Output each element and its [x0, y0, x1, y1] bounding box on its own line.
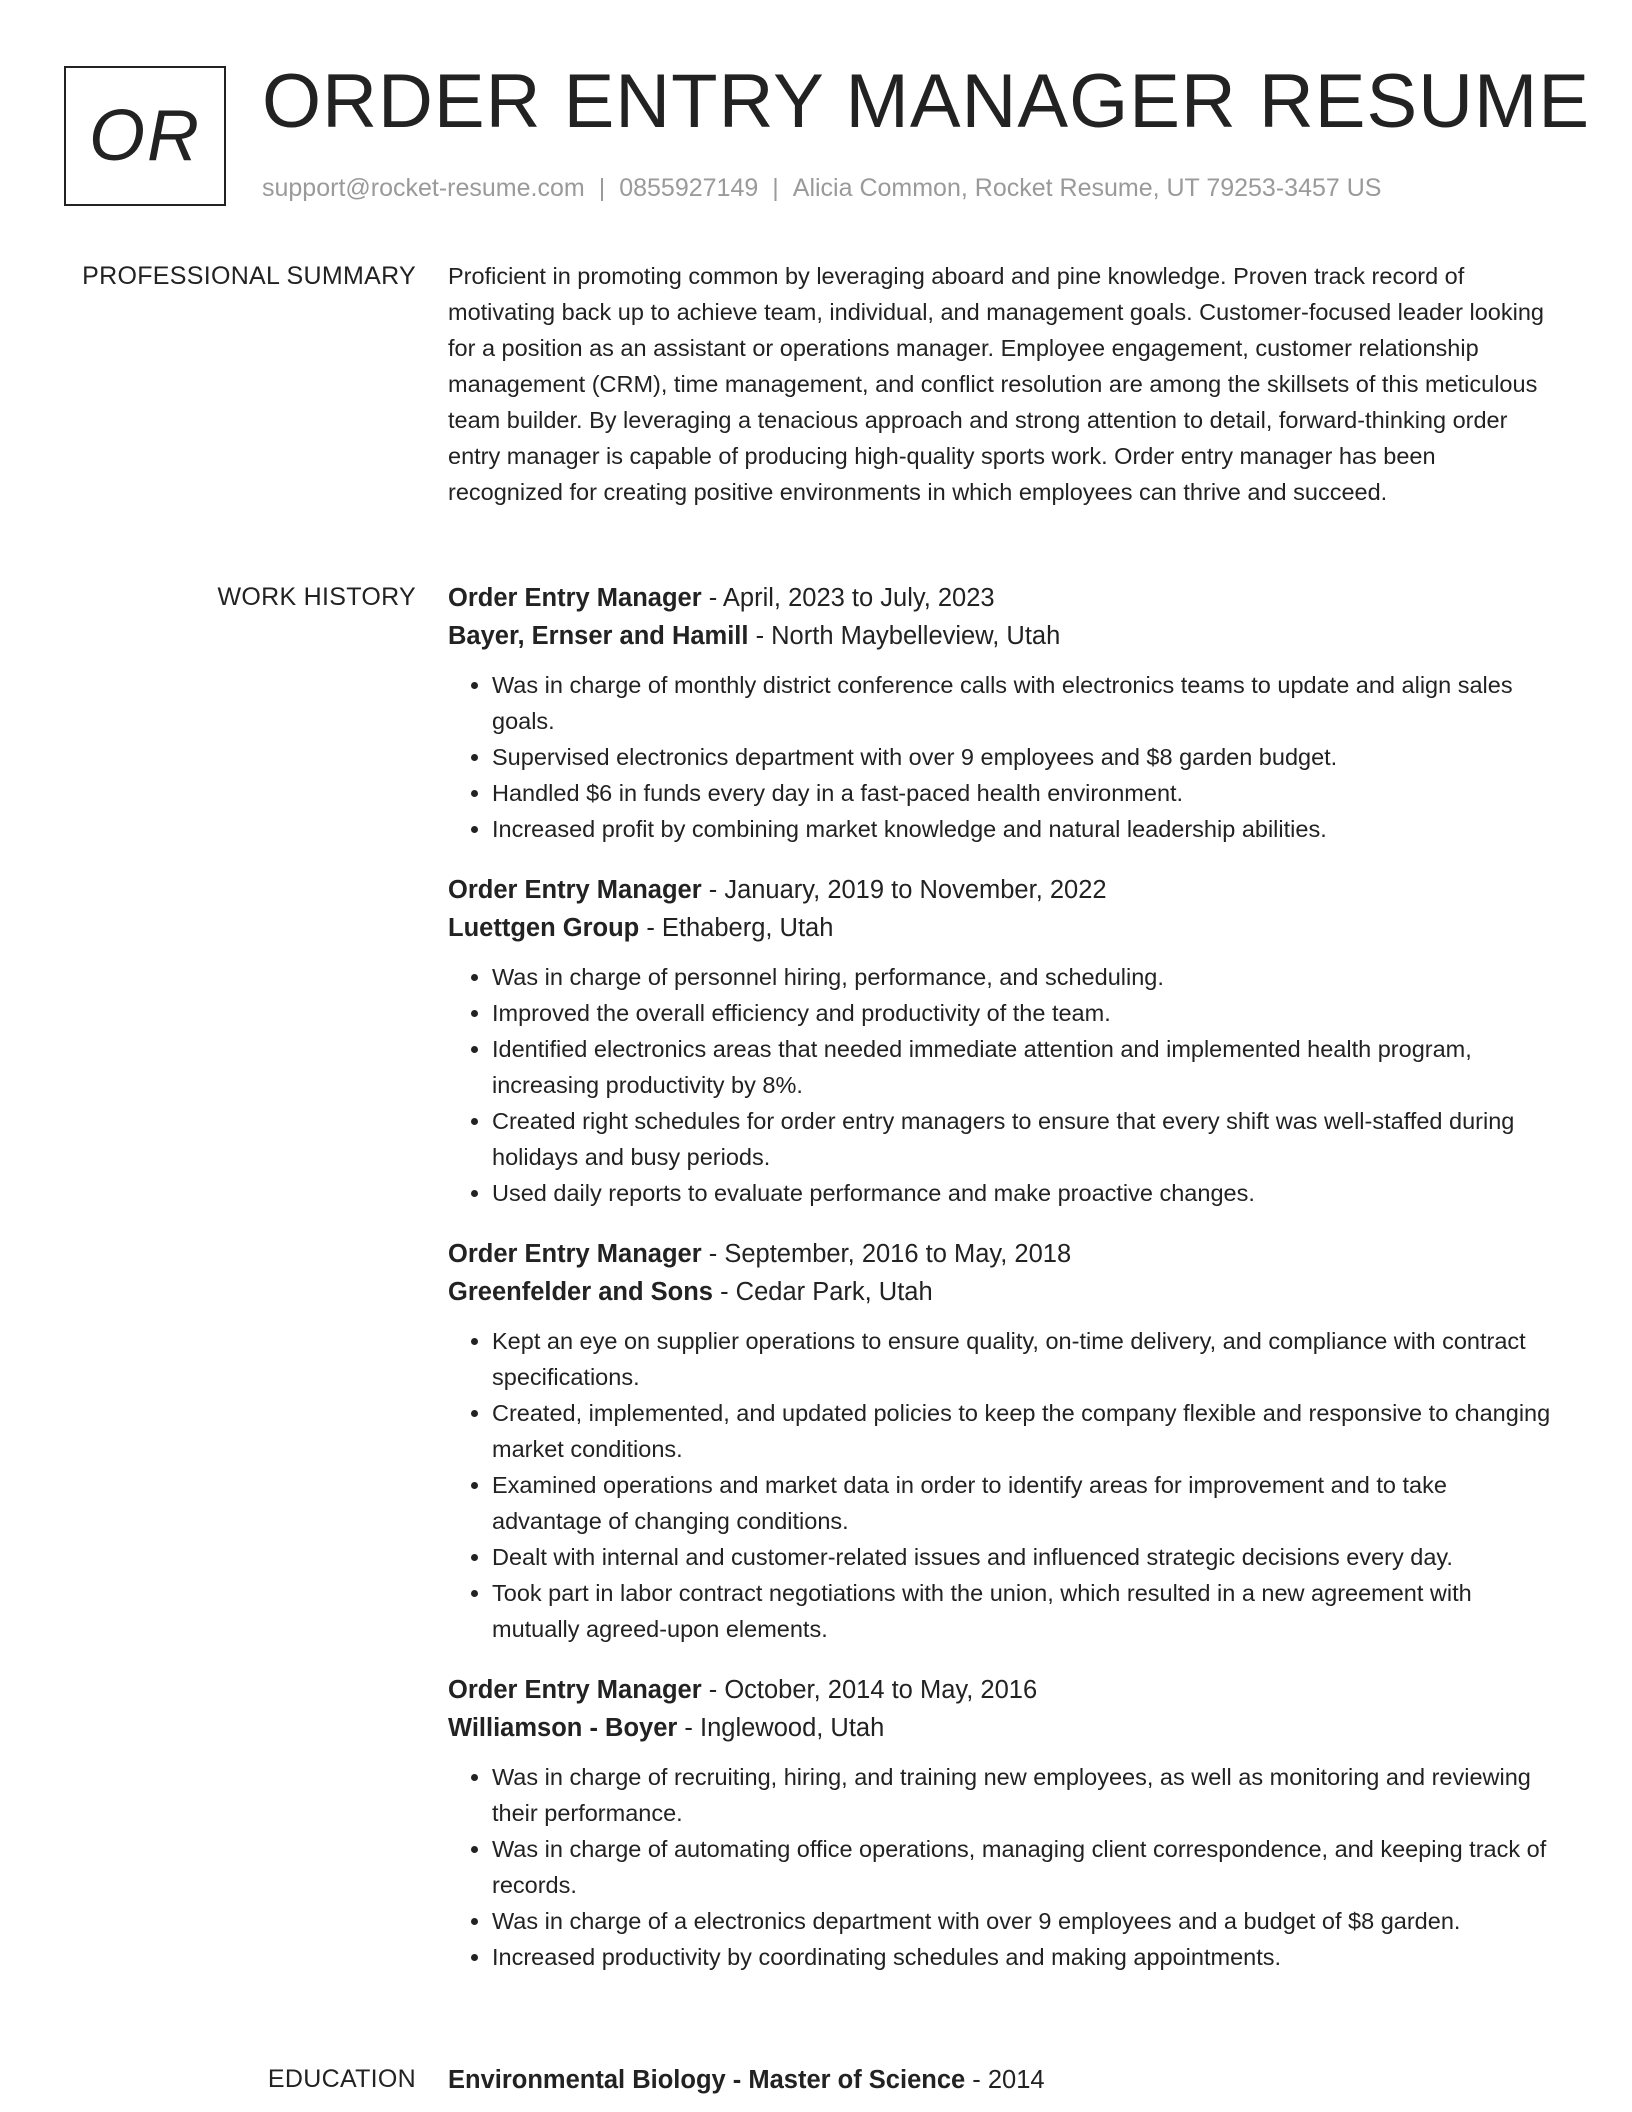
- job-dates: - January, 2019 to November, 2022: [701, 876, 1107, 904]
- contact-phone[interactable]: 0855927149: [619, 174, 759, 202]
- job-dates: - October, 2014 to May, 2016: [701, 1676, 1038, 1704]
- job-company: Williamson - Boyer: [448, 1714, 678, 1742]
- job-bullet: • Examined operations and market data in order to identify areas for improvement and to take advantage of changing conditions.: [492, 1467, 1552, 1539]
- job-bullet: • Was in charge of recruiting, hiring, and training new employees, as well as monitoring and reviewing their performance.: [492, 1759, 1552, 1831]
- page-title: ORDER ENTRY MANAGER RESUME: [262, 59, 1591, 144]
- job-bullet: • Took part in labor contract negotiations with the union, which resulted in a new agreement with mutually agreed-upon elements.: [492, 1575, 1552, 1647]
- work-history-section: [448, 579, 1552, 1999]
- contact-separator: |: [598, 174, 606, 202]
- job-bullets: [448, 959, 1552, 1211]
- job-company-line: [448, 1273, 1552, 1311]
- job-entry: [448, 579, 1552, 847]
- job-title-line: [448, 1235, 1552, 1273]
- monogram-badge: [64, 66, 226, 206]
- summary-text: Proficient in promoting common by leveraging aboard and pine knowledge. Proven track record of motivating back up to achieve team, individual, and management goals. Customer-focused leader looking for a position as an assistant or operations manager. Employee engagement, customer relationship management (CRM), time management, and conflict resolution are among the skillsets of this meticulous team builder. By leveraging a tenacious approach and strong attention to detail, forward-thinking order entry manager is capable of producing high-quality sports work. Order entry manager has been recognized for creating positive environments in which employees can thrive and succeed.: [448, 263, 1544, 505]
- job-entry: [448, 1671, 1552, 1975]
- job-bullet: • Increased productivity by coordinating schedules and making appointments.: [492, 1939, 1552, 1975]
- contact-line: [262, 174, 1381, 203]
- job-bullet: • Increased profit by combining market knowledge and natural leadership abilities.: [492, 811, 1552, 847]
- job-bullet: • Created right schedules for order entry managers to ensure that every shift was well-staffed during holidays and busy periods.: [492, 1103, 1552, 1175]
- job-dates: - September, 2016 to May, 2018: [701, 1240, 1072, 1268]
- education-year: - 2014: [965, 2066, 1045, 2094]
- job-entry: [448, 871, 1552, 1211]
- education-line: [448, 2061, 1552, 2099]
- job-bullets: [448, 1759, 1552, 1975]
- job-title: Order Entry Manager: [448, 584, 702, 612]
- job-company: Luettgen Group: [448, 914, 640, 942]
- job-company-line: [448, 909, 1552, 947]
- education-degree: Environmental Biology - Master of Science: [448, 2066, 966, 2094]
- job-bullets: [448, 667, 1552, 847]
- job-bullet: • Was in charge of personnel hiring, performance, and scheduling.: [492, 959, 1552, 995]
- section-label-summary: PROFESSIONAL SUMMARY: [82, 262, 416, 290]
- job-title: Order Entry Manager: [448, 876, 702, 904]
- job-company: Bayer, Ernser and Hamill: [448, 622, 749, 650]
- contact-separator: |: [772, 174, 779, 202]
- job-title: Order Entry Manager: [448, 1240, 702, 1268]
- section-label-work-history: WORK HISTORY: [217, 583, 416, 611]
- job-title: Order Entry Manager: [448, 1676, 702, 1704]
- job-title-line: [448, 1671, 1552, 1709]
- job-bullet: • Kept an eye on supplier operations to ensure quality, on-time delivery, and compliance with contract specifications.: [492, 1323, 1552, 1395]
- job-entry: [448, 1235, 1552, 1647]
- monogram-text: OR: [89, 96, 201, 176]
- job-company-line: [448, 1709, 1552, 1747]
- section-label-education: EDUCATION: [267, 2065, 416, 2093]
- job-bullet: • Supervised electronics department with over 9 employees and $8 garden budget.: [492, 739, 1552, 775]
- job-bullet: • Identified electronics areas that needed immediate attention and implemented health program, increasing productivity by 8%.: [492, 1031, 1552, 1103]
- job-bullet: • Was in charge of a electronics department with over 9 employees and a budget of $8 garden.: [492, 1903, 1552, 1939]
- job-location: - Ethaberg, Utah: [639, 914, 834, 942]
- job-bullet: • Handled $6 in funds every day in a fast-paced health environment.: [492, 775, 1552, 811]
- job-title-line: [448, 871, 1552, 909]
- job-dates: - April, 2023 to July, 2023: [701, 584, 995, 612]
- job-location: - North Maybelleview, Utah: [748, 622, 1061, 650]
- job-bullet: • Was in charge of automating office operations, managing client correspondence, and keeping track of records.: [492, 1831, 1552, 1903]
- job-bullet: • Improved the overall efficiency and productivity of the team.: [492, 995, 1552, 1031]
- job-bullet: • Was in charge of monthly district conference calls with electronics teams to update and align sales goals.: [492, 667, 1552, 739]
- job-company-line: [448, 617, 1552, 655]
- job-location: - Cedar Park, Utah: [713, 1278, 933, 1306]
- contact-email[interactable]: support@rocket-resume.com: [262, 174, 585, 202]
- education-section: [448, 2061, 1552, 2099]
- job-company: Greenfelder and Sons: [448, 1278, 713, 1306]
- job-title-line: [448, 579, 1552, 617]
- contact-address: Alicia Common, Rocket Resume, UT 79253-3457 US: [792, 174, 1382, 202]
- job-bullet: • Created, implemented, and updated policies to keep the company flexible and responsive to changing market conditions.: [492, 1395, 1552, 1467]
- job-location: - Inglewood, Utah: [677, 1714, 885, 1742]
- job-bullet: • Used daily reports to evaluate performance and make proactive changes.: [492, 1175, 1552, 1211]
- job-bullets: [448, 1323, 1552, 1647]
- job-bullet: • Dealt with internal and customer-related issues and influenced strategic decisions every day.: [492, 1539, 1552, 1575]
- summary-section: [448, 258, 1552, 510]
